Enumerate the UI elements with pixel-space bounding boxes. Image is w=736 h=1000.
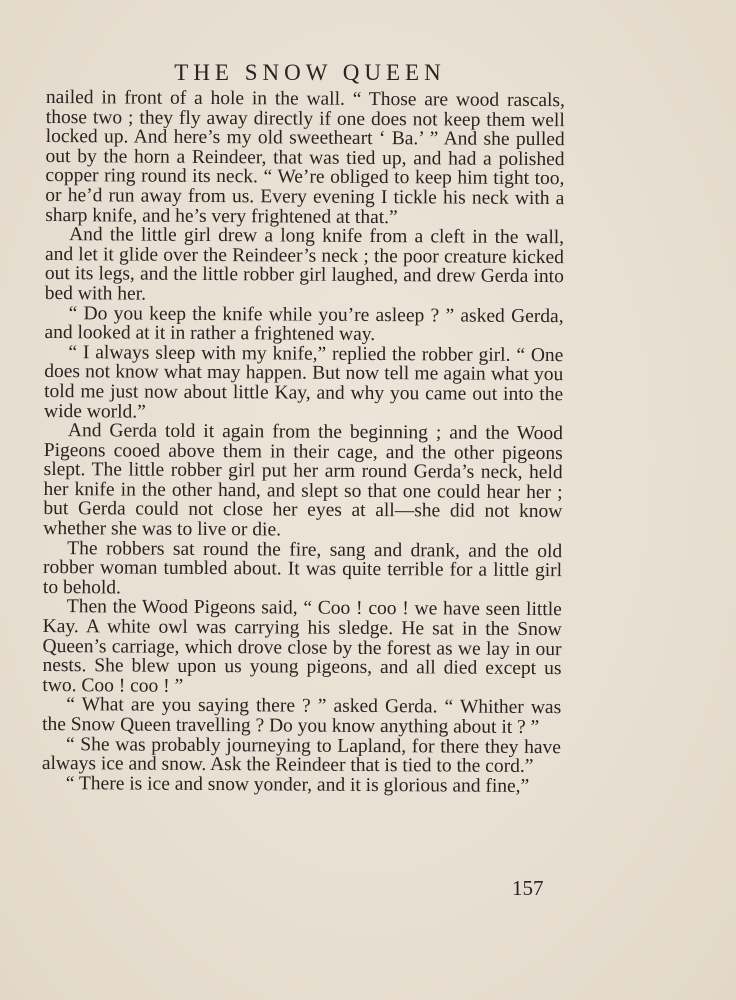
paragraph: “ There is ice and snow yonder, and it is glorious and fine,” (65, 772, 530, 797)
paragraph: “ She was probably journeying to Lapland, for there they have always ice and snow. Ask the Reindeer that is tied to the cord.” (41, 733, 562, 778)
paragraph: nailed in front of a hole in the wall. “ Those are wood rascals, those two ; they fly away directly if one does not keep them well locked up. And here’s my old sweetheart ‘ Ba.’ ” And she pulled out by the horn a Reindeer, that was tied up, and had a polished copper ring round its neck. “ We’re obliged to keep him tight too, or he’d run away from us. Every evening I tickle his neck with a sharp knife, and he’s very frightened at that.” (45, 87, 565, 228)
page-number: 157 (512, 876, 544, 900)
body-text (42, 88, 565, 797)
paragraph: And Gerda told it again from the beginning ; and the Wood Pigeons cooed above them in their cage, and the other pigeons slept. The little robber girl put her arm round Gerda’s neck, held her knife in the other hand, and slept so that one could hear her ; but Gerda could not close her eyes at all—she did not know whether she was to live or die. (43, 420, 563, 541)
paragraph: The robbers sat round the fire, sang and drank, and the old robber woman tumbled about. It was quite terrible for a little girl to behold. (42, 537, 563, 599)
running-head: THE SNOW QUEEN (174, 60, 446, 85)
paragraph: Then the Wood Pigeons said, “ Coo ! coo ! we have seen little Kay. A white owl was carrying his sledge. He sat in the Snow Queen’s carriage, which drove close by the forest as we lay in our nests. She blew upon us young pigeons, and all died except us two. Coo ! coo ! ” (42, 596, 562, 697)
paragraph: “ I always sleep with my knife,” replied the robber girl. “ One does not know what may happen. But now tell me again what you told me just now about little Kay, and why you came out into the wide world.” (43, 341, 564, 423)
paragraph: And the little girl drew a long knife from a cleft in the wall, and let it glide over the Reindeer’s neck ; the poor creature kicked out its legs, and the little robber girl laughed, and drew Gerda into bed with her. (44, 224, 565, 305)
paragraph: “ Do you keep the knife while you’re asleep ? ” asked Gerda, and looked at it in rather a frightened way. (44, 302, 564, 346)
paragraph: “ What are you saying there ? ” asked Gerda. “ Whither was the Snow Queen travelling ? Do you know anything about it ? ” (42, 694, 562, 739)
